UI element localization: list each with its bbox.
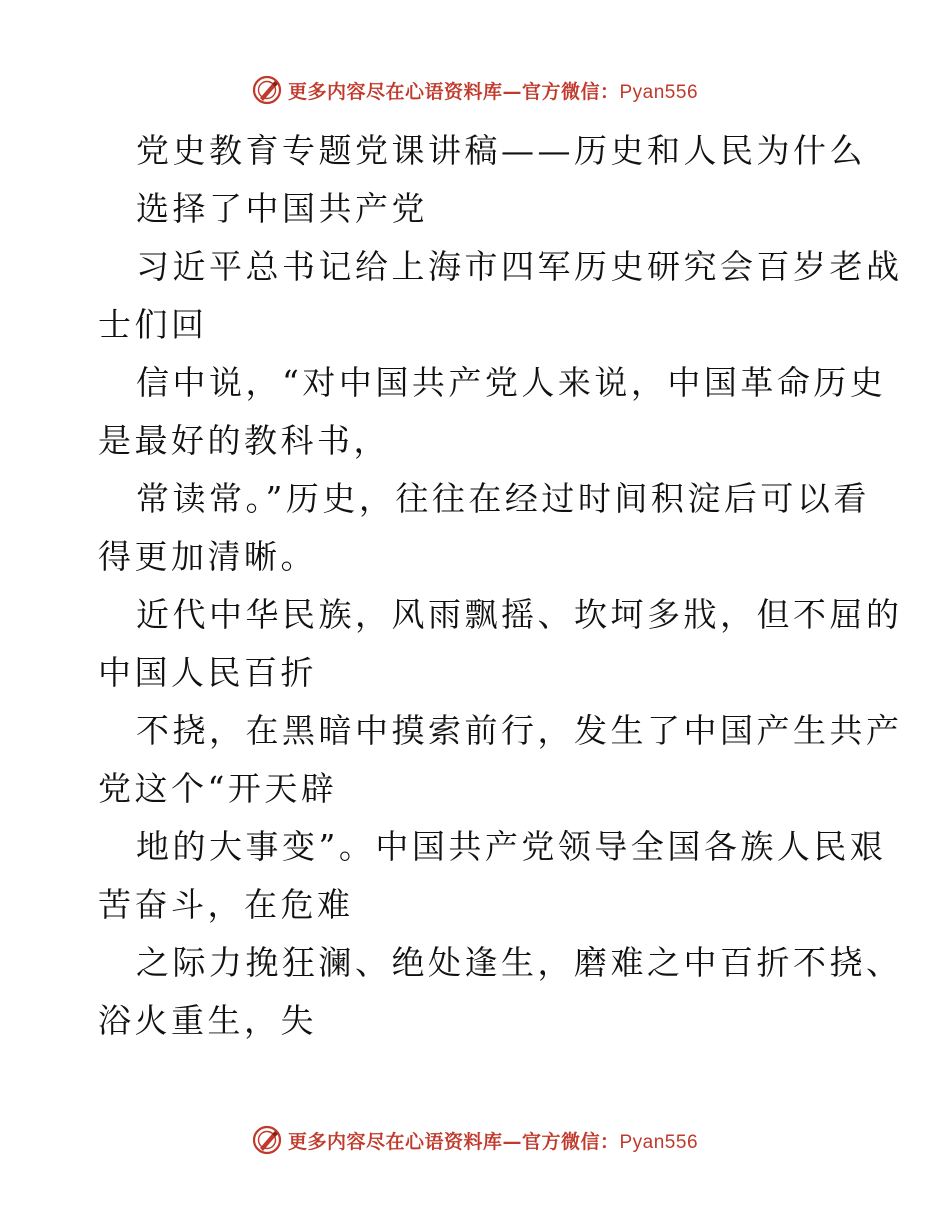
text-line: 之际力挽狂澜、绝处逢生，磨难之中百折不挠、: [136, 943, 903, 982]
header-watermark: [0, 72, 950, 108]
text-line: 苦奋斗，在危难: [98, 885, 354, 924]
watermark-text: 更多内容尽在心语资料库—官方微信：Pyan556: [287, 80, 699, 103]
text-line: 近代中华民族，风雨飘摇、坎坷多戕，但不屈的: [136, 595, 903, 634]
pen-logo-icon: [252, 75, 282, 105]
text-line: 选择了中国共产党: [136, 189, 428, 228]
text-line: 中国人民百折: [98, 653, 317, 692]
text-line: 习近平总书记给上海市四军历史研究会百岁老战: [136, 247, 903, 286]
text-line: 不挠，在黑暗中摸索前行，发生了中国产生共产: [136, 711, 903, 750]
text-line: 常读常。”历史，往往在经过时间积淀后可以看: [136, 479, 870, 518]
watermark-text: 更多内容尽在心语资料库—官方微信：Pyan556: [287, 1130, 699, 1153]
text-line: 是最好的教科书，: [98, 421, 390, 460]
watermark-id: Pyan556: [619, 81, 699, 103]
watermark-id: Pyan556: [619, 1131, 699, 1153]
text-line: 信中说，“对中国共产党人来说，中国革命历史: [136, 363, 887, 402]
text-line: 得更加清晰。: [98, 537, 317, 576]
text-line: 地的大事变”。中国共产党领导全国各族人民艰: [136, 827, 887, 866]
text-line: 党史教育专题党课讲稿——历史和人民为什么: [136, 131, 866, 170]
text-line: 党这个“开天辟: [98, 769, 338, 808]
document-body: [98, 122, 903, 1050]
text-line: 士们回: [98, 305, 208, 344]
text-line: 浴火重生，失: [98, 1001, 317, 1040]
footer-watermark: [0, 1122, 950, 1158]
pen-logo-icon: [252, 1125, 282, 1155]
